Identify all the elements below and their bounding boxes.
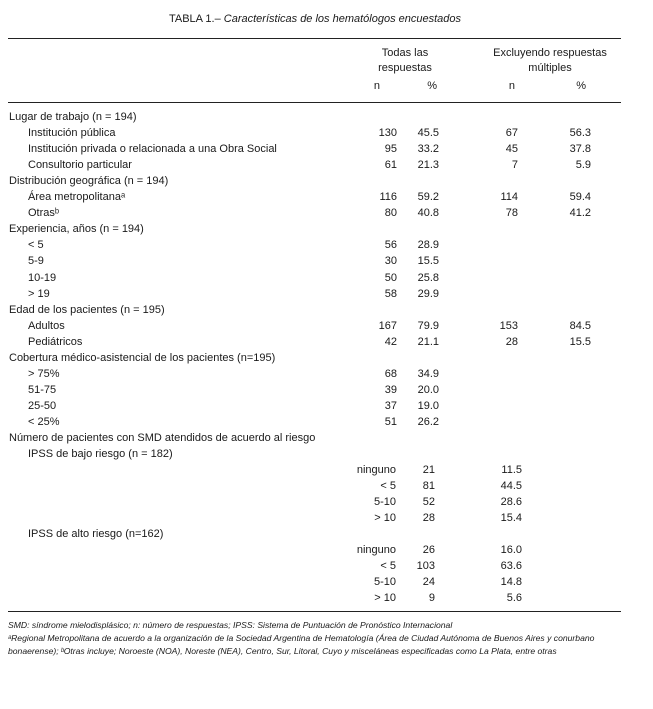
section-heading: Lugar de trabajo (n = 194) (9, 111, 137, 123)
ipss-category: ninguno (356, 544, 396, 556)
ipss-row (0, 462, 640, 478)
ipss-n: 81 (422, 480, 435, 492)
table-number: TABLA 1.– (168, 13, 224, 25)
table-title: Características de los hematólogos encuestados (223, 13, 462, 25)
table-row (0, 382, 640, 398)
ipss-pct: 11.5 (501, 464, 522, 476)
section-heading: Cobertura médico-asistencial de los pacientes (n=195) (9, 352, 276, 364)
cell-pct-all: 15.5 (417, 255, 439, 267)
table-row (0, 253, 640, 269)
ipss-n: 52 (422, 496, 435, 508)
cell-n-excl: 114 (500, 191, 518, 203)
ipss-category: > 10 (374, 512, 396, 524)
cell-n-all: 50 (384, 272, 397, 284)
bottom-rule (8, 611, 621, 612)
cell-n-all: 58 (384, 288, 397, 300)
table-row (0, 205, 640, 221)
table-row (0, 237, 640, 253)
cell-n-all: 130 (378, 127, 397, 139)
ipss-pct: 5.6 (506, 592, 522, 604)
header-n-2: n (508, 80, 515, 92)
ipss-n: 24 (422, 576, 435, 588)
cell-pct-all: 34.9 (417, 368, 439, 380)
cell-n-all: 37 (384, 400, 397, 412)
cell-n-all: 51 (384, 416, 397, 428)
ipss-category: < 5 (380, 480, 396, 492)
cell-pct-all: 21.1 (417, 336, 439, 348)
ipss-n: 21 (422, 464, 435, 476)
ipss-category: > 10 (374, 592, 396, 604)
footnote-abbreviations: SMD: síndrome mielodisplásico; n: número de respuestas; IPSS: Sistema de Puntuación de Pronóstico Internacional (8, 620, 453, 630)
ipss-n: 28 (422, 512, 435, 524)
table-row (0, 430, 640, 446)
cell-n-excl: 67 (505, 127, 518, 139)
cell-n-excl: 45 (505, 143, 518, 155)
ipss-row (0, 510, 640, 526)
cell-n-all: 116 (379, 191, 397, 203)
header-group-all (360, 46, 450, 76)
cell-pct-all: 21.3 (417, 159, 439, 171)
ipss-category: < 5 (380, 560, 396, 572)
cell-pct-all: 25.8 (417, 272, 439, 284)
cell-n-all: 56 (384, 239, 397, 251)
cell-pct-excl: 37.8 (569, 143, 591, 155)
row-label: > 75% (28, 368, 60, 380)
table-row (0, 221, 640, 237)
section-heading: Edad de los pacientes (n = 195) (9, 304, 165, 316)
cell-n-all: 68 (384, 368, 397, 380)
table-row (0, 398, 640, 414)
ipss-n: 9 (428, 592, 435, 604)
cell-n-all: 30 (384, 255, 397, 267)
cell-pct-excl: 56.3 (569, 127, 591, 139)
table-row (0, 109, 640, 125)
table-row (0, 366, 640, 382)
cell-n-all: 95 (384, 143, 397, 155)
cell-pct-excl: 15.5 (569, 336, 591, 348)
header-group-all-line2: respuestas (378, 62, 432, 74)
ipss-category: 5-10 (373, 576, 396, 588)
ipss-pct: 15.4 (500, 512, 522, 524)
ipss-row (0, 494, 640, 510)
ipss-category: ninguno (356, 464, 396, 476)
header-n-1: n (373, 80, 380, 92)
row-label: Consultorio particular (28, 159, 132, 171)
cell-pct-all: 29.9 (417, 288, 439, 300)
cell-n-excl: 7 (511, 159, 518, 171)
cell-n-all: 42 (384, 336, 397, 348)
ipss-row (0, 478, 640, 494)
table-row (0, 173, 640, 189)
cell-pct-all: 26.2 (417, 416, 439, 428)
row-label: < 5 (28, 239, 44, 251)
header-subcols (0, 78, 640, 94)
table-caption (0, 13, 630, 25)
row-label: Otrasᵇ (28, 207, 60, 219)
footnote-regions: ᵃRegional Metropolitana de acuerdo a la organización de la Sociedad Argentina de Hematología (Área de Ciudad Autónoma de Buenos Aires y conurbano bonaerense); ᵇOtras incluye; Noroeste (NOA), Noreste (NEA), Centro, Sur, Litoral, Cuyo y misceláneas especificadas como La Plata, entre otras (8, 633, 595, 656)
section-heading: Experiencia, años (n = 194) (9, 223, 144, 235)
ipss-pct: 44.5 (500, 480, 522, 492)
ipss-pct: 28.6 (500, 496, 522, 508)
cell-pct-all: 59.2 (417, 191, 439, 203)
ipss-pct: 16.0 (500, 544, 522, 556)
row-label: 5-9 (28, 255, 44, 267)
row-label: Institución privada o relacionada a una Obra Social (28, 143, 277, 155)
cell-pct-all: 33.2 (417, 143, 439, 155)
header-rule (8, 102, 621, 103)
header-group-excl (480, 46, 620, 76)
cell-n-excl: 28 (505, 336, 518, 348)
cell-pct-excl: 5.9 (575, 159, 591, 171)
table-row (0, 125, 640, 141)
ipss-n: 103 (416, 560, 435, 572)
table-row (0, 270, 640, 286)
table-row (0, 414, 640, 430)
table-row (0, 189, 640, 205)
cell-pct-all: 45.5 (417, 127, 439, 139)
row-label: < 25% (28, 416, 60, 428)
section-heading: Número de pacientes con SMD atendidos de acuerdo al riesgo (9, 432, 316, 444)
table-row (0, 141, 640, 157)
ipss-group-label: IPSS de alto riesgo (n=162) (28, 528, 164, 540)
table-row (0, 350, 640, 366)
ipss-group-label: IPSS de bajo riesgo (n = 182) (28, 448, 173, 460)
row-label: Área metropolitanaᵃ (28, 191, 126, 203)
row-label: Institución pública (28, 127, 116, 139)
header-pct-1: % (427, 80, 437, 92)
ipss-row (0, 542, 640, 558)
table-row (0, 334, 640, 350)
table-row (0, 286, 640, 302)
ipss-pct: 14.8 (500, 576, 522, 588)
section-heading: Distribución geográfica (n = 194) (9, 175, 169, 187)
ipss-row (0, 590, 640, 606)
cell-pct-excl: 59.4 (569, 191, 591, 203)
row-label: Adultos (28, 320, 65, 332)
ipss-row (0, 574, 640, 590)
row-label: Pediátricos (28, 336, 83, 348)
header-group-all-line1: Todas las (381, 47, 429, 59)
cell-pct-all: 28.9 (417, 239, 439, 251)
ipss-category: 5-10 (373, 496, 396, 508)
cell-pct-all: 20.0 (417, 384, 439, 396)
cell-n-all: 61 (384, 159, 397, 171)
ipss-row (0, 558, 640, 574)
top-rule (8, 38, 621, 39)
ipss-group-row (0, 526, 640, 542)
cell-pct-all: 19.0 (417, 400, 439, 412)
header-group-excl-line1: Excluyendo respuestas (493, 47, 607, 59)
cell-n-all: 167 (378, 320, 397, 332)
ipss-group-row (0, 446, 640, 462)
cell-pct-excl: 84.5 (569, 320, 591, 332)
table-row (0, 318, 640, 334)
row-label: 25-50 (28, 400, 57, 412)
cell-n-all: 39 (384, 384, 397, 396)
row-label: 51-75 (28, 384, 57, 396)
header-pct-2: % (576, 80, 586, 92)
header-group-excl-line2: múltiples (528, 62, 572, 74)
table-row (0, 302, 640, 318)
ipss-pct: 63.6 (500, 560, 522, 572)
cell-pct-excl: 41.2 (569, 207, 591, 219)
cell-n-all: 80 (384, 207, 397, 219)
cell-n-excl: 153 (499, 320, 518, 332)
cell-pct-all: 40.8 (417, 207, 439, 219)
table-row (0, 157, 640, 173)
ipss-n: 26 (422, 544, 435, 556)
cell-pct-all: 79.9 (417, 320, 439, 332)
cell-n-excl: 78 (505, 207, 518, 219)
row-label: 10-19 (28, 272, 57, 284)
row-label: > 19 (28, 288, 50, 300)
